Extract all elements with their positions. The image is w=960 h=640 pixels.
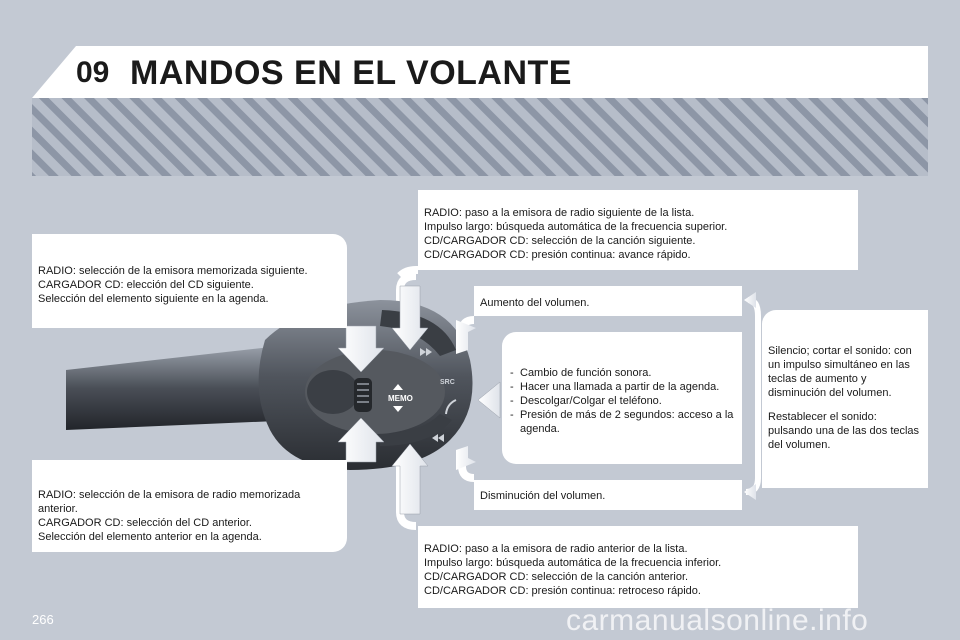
page-number: 266	[32, 612, 54, 627]
text-line: Aumento del volumen.	[480, 297, 590, 309]
text-line: CD/CARGADOR CD: selección de la canción anterior.	[424, 571, 689, 583]
watermark: carmanualsonline.info	[566, 604, 869, 637]
text-line: Selección del elemento anterior en la agenda.	[38, 531, 262, 543]
box-mute	[762, 310, 928, 488]
text-line: RADIO: selección de la emisora memorizada siguiente.	[38, 265, 308, 277]
arrow-vol-up-icon	[456, 320, 476, 354]
scroll-wheel-housing	[307, 370, 359, 414]
text-line: RADIO: paso a la emisora de radio siguiente de la lista.	[424, 207, 695, 219]
list-item: - Cambio de función sonora.	[508, 366, 736, 380]
box-volume-up	[474, 286, 742, 316]
mode-list	[508, 366, 736, 436]
box-volume-down	[474, 480, 742, 510]
text-line: CD/CARGADOR CD: presión continua: retroceso rápido.	[424, 585, 701, 597]
list-item: - Presión de más de 2 segundos: acceso a la agenda.	[508, 408, 736, 436]
page-title: MANDOS EN EL VOLANTE	[130, 54, 572, 92]
text-line: CARGADOR CD: selección del CD anterior.	[38, 517, 252, 529]
box-mode	[502, 332, 742, 464]
text-line: Disminución del volumen.	[480, 490, 606, 502]
text-line: RADIO: selección de la emisora de radio memorizada anterior.	[38, 489, 301, 515]
text-line: CD/CARGADOR CD: presión continua: avance rápido.	[424, 249, 691, 261]
arrow-mute-top-icon	[744, 292, 756, 308]
text-paragraph: Restablecer el sonido: pulsando una de las dos teclas del volumen.	[768, 411, 920, 451]
text-line: Selección del elemento siguiente en la agenda.	[38, 293, 269, 305]
arrow-mode-icon	[478, 382, 500, 418]
text-paragraph: Silencio; cortar el sonido: con un impulso simultáneo en las teclas de aumento y disminución del volumen.	[768, 345, 912, 399]
memo-label: MEMO	[388, 394, 413, 403]
text-line: RADIO: paso a la emisora de radio anterior de la lista.	[424, 543, 688, 555]
bracket-mute	[746, 300, 758, 492]
text-line: CD/CARGADOR CD: selección de la canción siguiente.	[424, 235, 696, 247]
text-line: Impulso largo: búsqueda automática de la frecuencia superior.	[424, 221, 728, 233]
box-next-station	[418, 190, 858, 270]
list-item: - Hacer una llamada a partir de la agenda.	[508, 380, 736, 394]
box-next-preset	[32, 234, 347, 328]
src-label: SRC	[440, 379, 455, 386]
list-item: - Descolgar/Colgar el teléfono.	[508, 394, 736, 408]
box-prev-preset	[32, 460, 347, 552]
text-line: CARGADOR CD: elección del CD siguiente.	[38, 279, 254, 291]
box-prev-station	[418, 526, 858, 608]
text-line: Impulso largo: búsqueda automática de la frecuencia inferior.	[424, 557, 722, 569]
arrow-mute-bottom-icon	[744, 484, 756, 500]
chapter-number: 09	[76, 56, 110, 89]
